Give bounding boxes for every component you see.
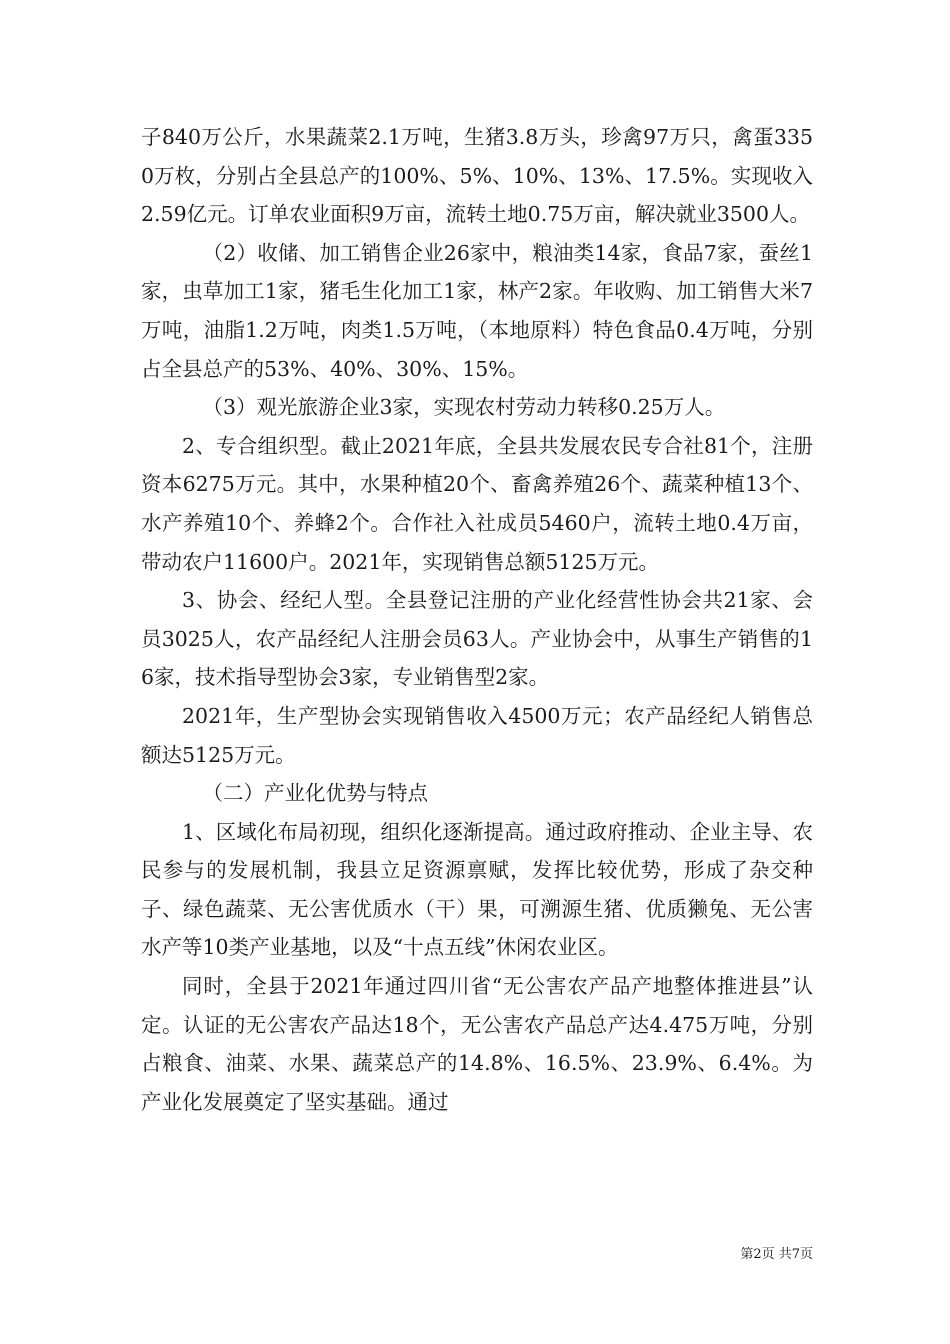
paragraph-certification: 同时，全县于2021年通过四川省“无公害农产品产地整体推进县”认定。认证的无公害农产品达18个，无公害农产品总产达4.475万吨，分别占粮食、油菜、水果、蔬菜总产的14.8%、16.5%、23.9%、6.4%。为产业化发展奠定了坚实基础。通过 [141, 974, 813, 1114]
paragraph-regional-layout: 1、区域化布局初现，组织化逐渐提高。通过政府推动、企业主导、农民参与的发展机制，我县立足资源禀赋，发挥比较优势，形成了杂交种子、绿色蔬菜、无公害优质水（干）果，可溯源生猪、优质獭兔、无公害水产等10类产业基地，以及“十点五线”休闲农业区。 [141, 819, 813, 960]
paragraph-tourism-enterprises: （3）观光旅游企业3家，实现农村劳动力转移0.25万人。 [202, 395, 726, 420]
paragraph-associations: 3、协会、经纪人型。全县登记注册的产业化经营性协会共21家、会员3025人，农产品经纪人注册会员63人。产业协会中，从事生产销售的16家，技术指导型协会3家，专业销售型2家。 [141, 588, 813, 690]
page-number-footer: 第2页 共7页 [740, 1247, 813, 1262]
section-heading-advantages: （二）产业化优势与特点 [202, 781, 428, 806]
paragraph-cooperatives: 2、专合组织型。截止2021年底，全县共发展农民专合社81个，注册资本6275万元。其中，水果种植20个、畜禽养殖26个、蔬菜种植13个、水产养殖10个、养蜂2个。合作社入社成员5460户，流转土地0.4万亩，带动农户11600户。2021年，实现销售总额5125万元。 [141, 433, 813, 574]
paragraph-output-stats: 子840万公斤，水果蔬菜2.1万吨，生猪3.8万头，珍禽97万只，禽蛋3350万枚，分别占全县总产的100%、5%、10%、13%、17.5%。实现收入2.59亿元。订单农业面积9万亩，流转土地0.75万亩，解决就业3500人。 [141, 125, 813, 227]
document-body [141, 118, 813, 1121]
paragraph-processing-enterprises: （2）收储、加工销售企业26家中，粮油类14家，食品7家，蚕丝1家，虫草加工1家，猪毛生化加工1家，林产2家。年收购、加工销售大米7万吨，油脂1.2万吨，肉类1.5万吨，（本地原料）特色食品0.4万吨，分别占全县总产的53%、40%、30%、15%。 [141, 240, 813, 381]
paragraph-association-sales: 2021年，生产型协会实现销售收入4500万元；农产品经纪人销售总额达5125万元。 [141, 703, 813, 767]
